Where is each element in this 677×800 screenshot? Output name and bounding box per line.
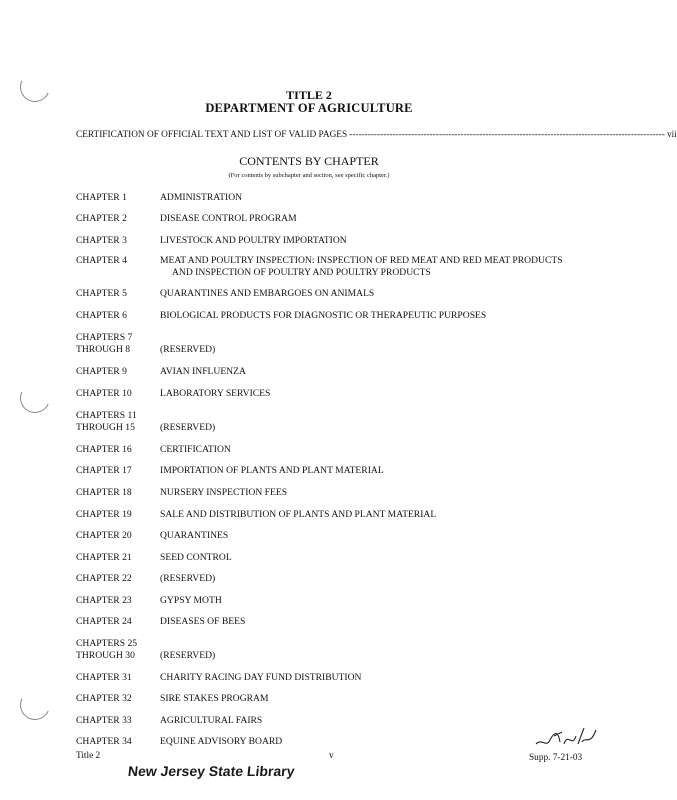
chapter-title-line: LABORATORY SERVICES <box>160 388 271 399</box>
chapter-title <box>160 736 596 748</box>
chapter-title <box>160 422 596 434</box>
chapter-number <box>76 444 158 456</box>
contents-note: (For contents by subchapter and section, see specific chapter.) <box>228 172 390 179</box>
chapter-number <box>76 255 158 267</box>
chapter-title-line: SEED CONTROL <box>160 552 232 563</box>
chapter-title-line: AVIAN INFLUENZA <box>160 366 246 377</box>
chapter-title <box>160 487 596 499</box>
chapter-title-line: LIVESTOCK AND POULTRY IMPORTATION <box>160 235 347 246</box>
chapter-number <box>76 595 158 607</box>
chapter-number-line: CHAPTER 17 <box>76 465 132 476</box>
certification-label: CERTIFICATION OF OFFICIAL TEXT AND LIST OF VALID PAGES <box>76 130 348 140</box>
chapter-number <box>76 509 158 521</box>
footer-title: Title 2 <box>76 751 101 761</box>
chapter-number <box>76 693 158 705</box>
chapter-number-line: CHAPTER 19 <box>76 509 132 520</box>
chapter-number <box>76 332 158 355</box>
chapter-number <box>76 288 158 300</box>
chapter-title-line: ADMINISTRATION <box>160 192 243 203</box>
chapter-title-line: EQUINE ADVISORY BOARD <box>160 736 283 747</box>
chapter-title <box>160 388 596 400</box>
chapter-title <box>160 650 596 662</box>
chapter-title-line: DISEASE CONTROL PROGRAM <box>160 213 297 224</box>
chapter-title <box>160 344 596 356</box>
chapter-title-line: AGRICULTURAL FAIRS <box>160 715 263 726</box>
chapter-title-line: IMPORTATION OF PLANTS AND PLANT MATERIAL <box>160 465 384 476</box>
leader-dots: ------------------------------------------------------------------------------------------------------ <box>349 130 665 140</box>
chapter-number-line: CHAPTER 34 <box>76 736 132 747</box>
chapter-number-line: CHAPTER 32 <box>76 693 132 704</box>
chapter-number <box>76 388 158 400</box>
chapter-number <box>76 410 158 433</box>
certification-page: vii <box>666 130 677 140</box>
chapter-title <box>160 530 596 542</box>
chapter-title <box>160 509 596 521</box>
chapter-number-line: CHAPTERS 25 <box>76 638 138 649</box>
chapter-number-line: CHAPTER 10 <box>76 388 132 399</box>
chapter-title <box>160 595 596 607</box>
chapter-title <box>160 192 596 204</box>
library-stamp: New Jersey State Library <box>127 763 296 779</box>
chapter-number <box>76 235 158 247</box>
footer-page-number: v <box>329 751 334 761</box>
chapter-number <box>76 638 158 661</box>
chapter-title-line: SALE AND DISTRIBUTION OF PLANTS AND PLANT MATERIAL <box>160 509 437 520</box>
chapter-number-line: CHAPTER 33 <box>76 715 132 726</box>
chapter-number-line: CHAPTER 23 <box>76 595 132 606</box>
chapter-number-line: CHAPTER 4 <box>76 255 127 266</box>
chapter-number <box>76 310 158 322</box>
chapter-number-line: CHAPTER 6 <box>76 310 127 321</box>
chapter-number-line: CHAPTER 20 <box>76 530 132 541</box>
certification-line <box>76 130 677 140</box>
chapter-number <box>76 552 158 564</box>
chapter-title-line: (RESERVED) <box>160 343 216 355</box>
chapter-title <box>160 213 596 225</box>
chapter-number-line: THROUGH 8 <box>76 343 131 355</box>
chapter-title <box>160 672 596 684</box>
chapter-number-line: CHAPTERS 7 <box>76 332 133 343</box>
chapter-number <box>76 213 158 225</box>
chapter-title-line: DISEASES OF BEES <box>160 616 246 627</box>
contents-heading: CONTENTS BY CHAPTER <box>239 154 379 168</box>
chapter-title-line: BIOLOGICAL PRODUCTS FOR DIAGNOSTIC OR THERAPEUTIC PURPOSES <box>160 310 487 321</box>
chapter-title <box>160 235 596 247</box>
chapter-number <box>76 192 158 204</box>
chapter-number-line: CHAPTER 1 <box>76 192 127 203</box>
chapter-number <box>76 487 158 499</box>
chapter-title-line: SIRE STAKES PROGRAM <box>160 693 269 704</box>
chapter-number-line: CHAPTER 3 <box>76 235 127 246</box>
chapter-number-line: CHAPTER 16 <box>76 444 132 455</box>
chapter-title <box>160 288 596 300</box>
chapter-number-line: CHAPTER 21 <box>76 552 132 563</box>
chapter-title <box>160 573 596 585</box>
chapter-number-line: THROUGH 30 <box>76 649 135 661</box>
chapter-title <box>160 693 596 705</box>
chapter-title-line: NURSERY INSPECTION FEES <box>160 487 288 498</box>
chapter-title <box>160 366 596 378</box>
chapter-number-line: THROUGH 15 <box>76 421 135 433</box>
chapter-title <box>160 552 596 564</box>
chapter-title <box>160 255 596 278</box>
chapter-title <box>160 444 596 456</box>
chapter-number-line: CHAPTER 18 <box>76 487 132 498</box>
chapter-title <box>160 715 596 727</box>
chapter-title-line: AND INSPECTION OF POULTRY AND POULTRY PRODUCTS <box>172 266 431 278</box>
chapter-number <box>76 715 158 727</box>
chapter-title-line: GYPSY MOTH <box>160 595 222 606</box>
footer-supplement-date: Supp. 7-21-03 <box>529 753 583 763</box>
chapter-number <box>76 465 158 477</box>
chapter-number <box>76 672 158 684</box>
chapter-number-line: CHAPTER 2 <box>76 213 127 224</box>
chapter-number <box>76 616 158 628</box>
chapter-number <box>76 530 158 542</box>
chapter-title-line: QUARANTINES AND EMBARGOES ON ANIMALS <box>160 288 375 299</box>
chapter-number-line: CHAPTER 5 <box>76 288 127 299</box>
chapter-title-line: (RESERVED) <box>160 421 216 433</box>
chapter-title <box>160 465 596 477</box>
title-number: TITLE 2 <box>286 88 332 102</box>
chapter-title <box>160 616 596 628</box>
handwritten-signature <box>532 722 600 752</box>
chapter-title-line: (RESERVED) <box>160 573 216 584</box>
chapter-number-line: CHAPTER 31 <box>76 672 132 683</box>
chapter-title-line: QUARANTINES <box>160 530 229 541</box>
chapter-title <box>160 310 596 322</box>
chapter-title-line: MEAT AND POULTRY INSPECTION: INSPECTION OF RED MEAT AND RED MEAT PRODUCTS <box>160 255 563 266</box>
chapter-number-line: CHAPTER 24 <box>76 616 132 627</box>
chapter-title-line: CHARITY RACING DAY FUND DISTRIBUTION <box>160 672 362 683</box>
chapter-number <box>76 736 158 748</box>
chapter-number-line: CHAPTERS 11 <box>76 410 137 421</box>
chapter-number-line: CHAPTER 9 <box>76 366 127 377</box>
punch-hole-bottom <box>16 686 54 724</box>
chapter-title-line: (RESERVED) <box>160 649 216 661</box>
chapter-number-line: CHAPTER 22 <box>76 573 132 584</box>
chapter-number <box>76 573 158 585</box>
title-name: DEPARTMENT OF AGRICULTURE <box>205 101 413 115</box>
chapter-title-line: CERTIFICATION <box>160 444 231 455</box>
chapter-number <box>76 366 158 378</box>
punch-hole-middle <box>16 379 54 417</box>
